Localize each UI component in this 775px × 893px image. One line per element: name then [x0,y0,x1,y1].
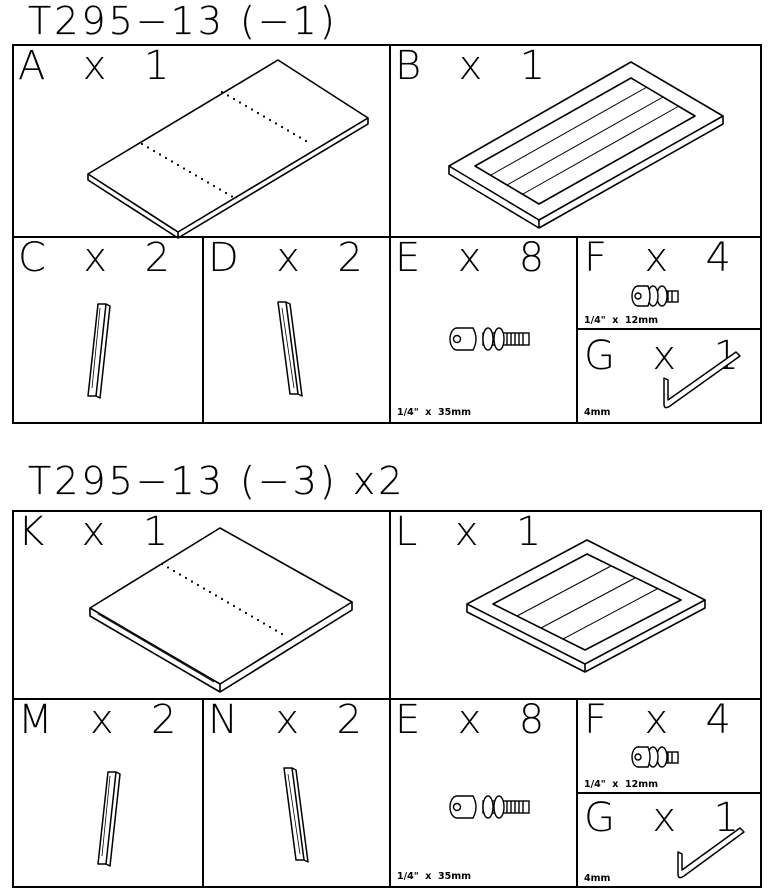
part-f-cell [576,236,760,328]
part-a-cell [14,43,389,236]
leg-icon [14,697,202,888]
bolt-spec: 1/4" x 35mm [397,407,472,418]
part-label: K x 1 [18,509,173,555]
bolt-spec: 1/4" x 35mm [397,871,472,882]
part-l-cell [389,509,760,698]
long-bolt-icon [391,697,578,888]
part-label: N x 2 [208,697,366,743]
part-label: C x 2 [18,235,174,281]
part-label: F x 4 [584,697,735,743]
part-g-cell [576,328,760,422]
part-k-cell [14,509,389,698]
bolt-spec: 1/4" x 12mm [584,779,659,790]
part-label: F x 4 [584,235,735,281]
hex-key-spec: 4mm [584,407,611,418]
part-d-cell [202,236,389,422]
part-label: E x 8 [395,697,549,743]
part-label: G x 1 [584,795,743,841]
part-label: E x 8 [395,235,549,281]
long-bolt-icon [391,235,578,424]
leg-icon [204,697,391,888]
part-b-cell [389,43,760,236]
parts-grid [12,510,762,888]
section-title: T295−13 (−3) x2 [28,459,406,503]
leg-icon [204,235,391,424]
section-title: T295−13 (−1) [28,0,338,43]
part-e-cell [389,698,576,886]
tabletop-panel-icon [14,43,389,236]
leg-icon [14,235,202,424]
part-e-cell [389,236,576,422]
part-label: G x 1 [584,333,743,379]
part-g-cell [576,792,760,886]
part-label: D x 2 [208,235,367,281]
parts-grid [12,44,762,424]
slatted-shelf-icon [391,43,762,236]
part-label: A x 1 [18,43,174,89]
part-label: B x 1 [395,43,550,89]
part-n-cell [202,698,389,886]
part-label: L x 1 [395,509,546,555]
part-f-cell [576,698,760,792]
part-label: M x 2 [18,697,181,743]
hex-key-spec: 4mm [584,873,611,884]
part-m-cell [14,698,202,886]
tabletop-panel-icon [14,509,389,698]
bolt-spec: 1/4" x 12mm [584,315,659,326]
part-c-cell [14,236,202,422]
slatted-shelf-icon [391,509,762,698]
